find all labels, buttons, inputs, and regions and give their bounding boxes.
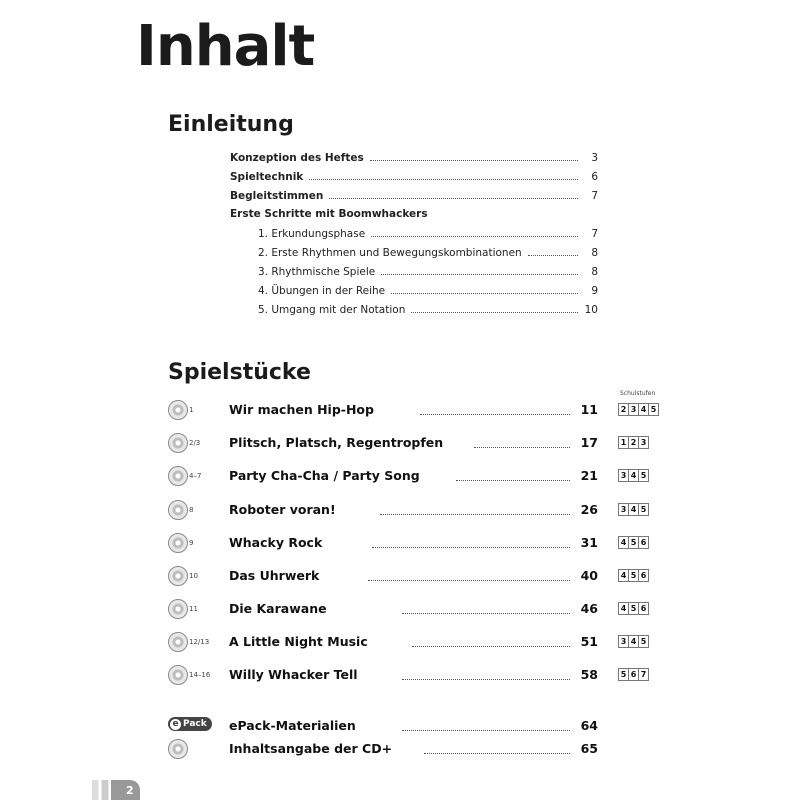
cd-track-number: 10	[189, 572, 198, 580]
cd-track-number: 2/3	[189, 439, 201, 447]
school-level: 3	[618, 469, 629, 482]
cd-icon	[168, 433, 188, 453]
piece-row[interactable]	[168, 464, 656, 488]
school-level: 4	[618, 536, 629, 549]
piece-page-number: 26	[580, 502, 598, 517]
school-level: 4	[618, 602, 629, 615]
school-levels	[618, 602, 648, 615]
school-level: 4	[638, 403, 649, 416]
section-title-einleitung: Einleitung	[168, 112, 294, 137]
toc-row[interactable]	[230, 303, 598, 321]
page-title: Inhalt	[136, 14, 315, 79]
toc-label: Spieltechnik	[230, 171, 304, 183]
piece-leader	[456, 480, 570, 481]
section-title-spielstuecke: Spielstücke	[168, 360, 311, 385]
toc-leader	[370, 151, 578, 161]
toc-label: 4. Übungen in der Reihe	[258, 285, 386, 297]
school-level: 7	[638, 668, 649, 681]
piece-page-number: 31	[580, 535, 598, 550]
piece-page-number: 21	[580, 468, 598, 483]
toc-row[interactable]	[230, 170, 598, 188]
extra-leader	[402, 730, 570, 731]
school-levels	[618, 436, 648, 449]
piece-row[interactable]	[168, 564, 656, 588]
toc-page-number: 8	[591, 247, 598, 259]
piece-title: Das Uhrwerk	[229, 568, 320, 583]
toc-row[interactable]	[230, 151, 598, 169]
piece-page-number: 17	[580, 435, 598, 450]
school-level: 4	[628, 469, 639, 482]
extra-title: ePack-Materialien	[229, 718, 356, 733]
epack-icon-letter: e	[170, 719, 181, 730]
piece-page-number: 11	[580, 402, 598, 417]
piece-title: Whacky Rock	[229, 535, 323, 550]
school-level: 5	[618, 668, 629, 681]
cd-icon	[168, 566, 188, 586]
school-level: 2	[618, 403, 629, 416]
epack-icon-label: Pack	[183, 719, 207, 729]
extra-page-number: 64	[580, 718, 598, 733]
piece-page-number: 58	[580, 667, 598, 682]
piece-title: Die Karawane	[229, 601, 327, 616]
school-level: 3	[628, 403, 639, 416]
piece-leader	[380, 514, 570, 515]
piece-title: Willy Whacker Tell	[229, 667, 358, 682]
piece-row[interactable]	[168, 597, 656, 621]
cd-track-number: 12/13	[189, 638, 210, 646]
extra-title: Inhaltsangabe der CD+	[229, 741, 393, 756]
piece-leader	[474, 447, 570, 448]
toc-label: 1. Erkundungsphase	[258, 228, 366, 240]
piece-row[interactable]	[168, 663, 656, 687]
extra-row[interactable]	[168, 714, 656, 738]
school-level: 3	[618, 635, 629, 648]
cd-icon	[168, 599, 188, 619]
cd-icon	[168, 533, 188, 553]
school-levels	[618, 503, 648, 516]
piece-row[interactable]	[168, 431, 656, 455]
piece-page-number: 51	[580, 634, 598, 649]
toc-leader	[381, 265, 578, 275]
piece-leader	[412, 646, 570, 647]
extra-row[interactable]	[168, 737, 656, 761]
toc-page-number: 6	[591, 171, 598, 183]
extra-leader	[424, 753, 570, 754]
cd-icon	[168, 500, 188, 520]
school-level: 5	[628, 536, 639, 549]
school-level: 1	[618, 436, 629, 449]
school-levels	[618, 668, 648, 681]
extra-page-number: 65	[580, 741, 598, 756]
school-levels	[618, 569, 648, 582]
toc-leader	[391, 284, 578, 294]
toc-row[interactable]	[230, 189, 598, 207]
school-levels	[618, 469, 648, 482]
piece-title: Plitsch, Platsch, Regentropfen	[229, 435, 444, 450]
school-level: 3	[618, 503, 629, 516]
cd-track-number: 1	[189, 406, 194, 414]
cd-track-number: 14–16	[189, 671, 211, 679]
cd-track-number: 11	[189, 605, 198, 613]
school-level: 2	[628, 436, 639, 449]
toc-leader	[371, 227, 578, 237]
toc-label: Konzeption des Heftes	[230, 152, 364, 164]
toc-label: Erste Schritte mit Boomwhackers	[230, 208, 428, 220]
piece-page-number: 46	[580, 601, 598, 616]
school-level: 4	[628, 635, 639, 648]
cd-track-number: 4–7	[189, 472, 202, 480]
piece-title: A Little Night Music	[229, 634, 368, 649]
school-levels	[618, 635, 648, 648]
toc-leader	[329, 189, 578, 199]
toc-row[interactable]	[230, 284, 598, 302]
toc-row[interactable]	[230, 265, 598, 283]
cd-icon	[168, 665, 188, 685]
piece-title: Wir machen Hip-Hop	[229, 402, 374, 417]
toc-row[interactable]	[230, 208, 598, 226]
page-number: 2	[126, 784, 134, 797]
school-level: 3	[638, 436, 649, 449]
cd-icon	[168, 466, 188, 486]
toc-label: 3. Rhythmische Spiele	[258, 266, 376, 278]
piece-leader	[372, 547, 570, 548]
school-level: 4	[618, 569, 629, 582]
toc-label: 5. Umgang mit der Notation	[258, 304, 406, 316]
piece-row[interactable]	[168, 398, 656, 422]
piece-row[interactable]	[168, 498, 656, 522]
toc-row[interactable]	[230, 246, 598, 264]
piece-title: Party Cha-Cha / Party Song	[229, 468, 420, 483]
toc-page-number: 3	[591, 152, 598, 164]
school-levels	[618, 536, 648, 549]
school-level: 6	[638, 569, 649, 582]
cd-icon	[168, 739, 188, 759]
cd-icon	[168, 400, 188, 420]
school-level: 5	[628, 569, 639, 582]
toc-page-number: 7	[591, 228, 598, 240]
piece-leader	[402, 679, 570, 680]
cd-track-number: 9	[189, 539, 194, 547]
school-level: 5	[638, 469, 649, 482]
toc-leader	[411, 303, 578, 313]
toc-leader	[528, 246, 578, 256]
piece-leader	[368, 580, 570, 581]
epack-icon	[168, 717, 212, 731]
toc-label: 2. Erste Rhythmen und Bewegungskombinationen	[258, 247, 522, 259]
piece-row[interactable]	[168, 630, 656, 654]
school-level: 6	[638, 536, 649, 549]
piece-row[interactable]	[168, 531, 656, 555]
piece-title: Roboter voran!	[229, 502, 336, 517]
toc-page-number: 9	[591, 285, 598, 297]
toc-row[interactable]	[230, 227, 598, 245]
school-level: 5	[638, 635, 649, 648]
school-level: 4	[628, 503, 639, 516]
toc-page-number: 7	[591, 190, 598, 202]
cd-track-number: 8	[189, 506, 194, 514]
toc-label: Begleitstimmen	[230, 190, 324, 202]
school-level: 5	[628, 602, 639, 615]
piece-page-number: 40	[580, 568, 598, 583]
toc-leader	[309, 170, 578, 180]
school-level: 6	[628, 668, 639, 681]
school-level: 5	[638, 503, 649, 516]
levels-caption: Schulstufen	[620, 390, 656, 397]
toc-page-number: 8	[591, 266, 598, 278]
piece-leader	[402, 613, 570, 614]
piece-leader	[420, 414, 570, 415]
school-levels	[618, 403, 658, 416]
school-level: 5	[648, 403, 659, 416]
school-level: 6	[638, 602, 649, 615]
cd-icon	[168, 632, 188, 652]
toc-page-number: 10	[584, 304, 598, 316]
